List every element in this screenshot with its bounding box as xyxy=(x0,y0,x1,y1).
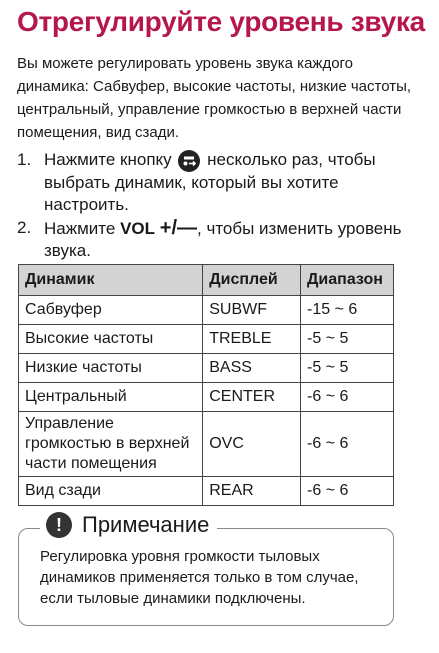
intro-paragraph: Вы можете регулировать уровень звука каждого динамика: Сабвуфер, высокие частоты, низкие частоты, центральный, управление громкостью в верхней части помещения, вид сзади. xyxy=(17,55,412,141)
range-cell: -6 ~ 6 xyxy=(301,412,394,477)
range-cell: -15 ~ 6 xyxy=(301,296,394,325)
step-number: 2. xyxy=(17,218,32,237)
display-cell: CENTER xyxy=(203,383,301,412)
display-cell: OVC xyxy=(203,412,301,477)
speaker-select-icon xyxy=(178,150,200,172)
step-2 xyxy=(17,217,422,262)
speaker-cell: Центральный xyxy=(19,383,203,412)
speaker-level-table xyxy=(18,264,394,506)
speaker-cell: Вид сзади xyxy=(19,477,203,506)
exclamation-icon: ! xyxy=(46,512,72,538)
table-row xyxy=(19,412,394,477)
note-text: Регулировка уровня громкости тыловых динамиков применяется только в том случае, если тыловые динамики подключены. xyxy=(40,548,359,607)
display-cell: TREBLE xyxy=(203,325,301,354)
range-cell: -5 ~ 5 xyxy=(301,325,394,354)
note-header xyxy=(40,512,217,538)
table-row xyxy=(19,477,394,506)
table-row xyxy=(19,354,394,383)
table-header-row xyxy=(19,265,394,296)
header-display: Дисплей xyxy=(203,265,301,296)
speaker-cell: Высокие частоты xyxy=(19,325,203,354)
display-cell: REAR xyxy=(203,477,301,506)
plus-minus-symbol: +/— xyxy=(159,217,198,239)
table-row xyxy=(19,383,394,412)
step-text: , чтобы изменить уровень звука. xyxy=(44,219,402,260)
step-text: Нажмите кнопку xyxy=(44,150,172,169)
speaker-cell: Управление громкостью в верхней части помещения xyxy=(19,412,203,477)
step-text: несколько раз, чтобы выбрать динамик, который вы хотите настроить. xyxy=(44,150,376,214)
range-cell: -5 ~ 5 xyxy=(301,354,394,383)
table-row xyxy=(19,296,394,325)
table-row xyxy=(19,325,394,354)
step-number: 1. xyxy=(17,150,32,169)
note-title: Примечание xyxy=(82,512,210,537)
display-cell: SUBWF xyxy=(203,296,301,325)
speaker-cell: Низкие частоты xyxy=(19,354,203,383)
range-cell: -6 ~ 6 xyxy=(301,383,394,412)
display-cell: BASS xyxy=(203,354,301,383)
header-speaker: Динамик xyxy=(19,265,203,296)
step-1 xyxy=(17,149,422,216)
header-range: Диапазон xyxy=(301,265,394,296)
vol-label: VOL xyxy=(120,219,156,238)
page-title: Отрегулируйте уровень звука xyxy=(17,6,425,37)
step-text: Нажмите xyxy=(44,219,116,238)
speaker-cell: Сабвуфер xyxy=(19,296,203,325)
range-cell: -6 ~ 6 xyxy=(301,477,394,506)
